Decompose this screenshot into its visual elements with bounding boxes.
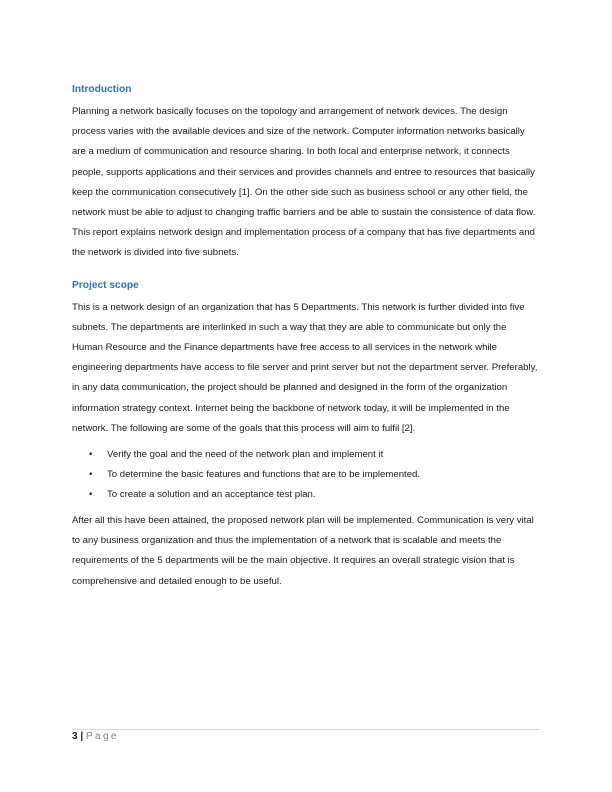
document-page xyxy=(72,80,540,592)
introduction-heading: Introduction xyxy=(72,84,132,95)
goal-text: To create a solution and an acceptance test plan. xyxy=(107,489,316,501)
list-item xyxy=(72,485,540,505)
project-scope-paragraph: This is a network design of an organization that has 5 Departments. This network is further divided into five subnets. The departments are interlinked in such a way that they are able to communicate but only the Human Resource and the Finance departments have free access to all services in the network while engineering departments have access to file server and print server but not the department server. Preferably, in any data communication, the project should be planned and designed in the form of the organization information strategy context. Internet being the backbone of network today, it will be implemented in the network. The following are some of the goals that this process will aim to fulfil [2]. xyxy=(72,301,538,434)
page-number: 3 xyxy=(72,731,78,742)
goals-list xyxy=(72,445,540,505)
introduction-paragraph: Planning a network basically focuses on the topology and arrangement of network devices. The design process varies with the available devices and size of the network. Computer information networks basically are a medium of communication and resource sharing. In both local and enterprise network, it connects people, supports applications and their services and provides channels and entree to resources that basically keep the communication consecutively [1]. On the other side such as business school or any other field, the network must be able to adjust to changing traffic barriers and be able to sustain the consistence of data flow. This report explains network design and implementation process of a company that has five departments and the network is divided into five subnets. xyxy=(72,106,536,259)
goal-text: To determine the basic features and functions that are to be implemented. xyxy=(107,469,421,481)
page-label: Page xyxy=(85,731,119,742)
footer-separator: | xyxy=(80,731,84,742)
goal-text: Verify the goal and the need of the network plan and implement it xyxy=(107,449,384,461)
page-footer xyxy=(72,730,119,744)
footer-divider xyxy=(72,729,540,730)
section-spacer xyxy=(72,264,540,276)
bullet-icon: • xyxy=(89,489,93,501)
list-item xyxy=(72,465,540,485)
closing-paragraph: After all this have been attained, the proposed network plan will be implemented. Communication is very vital to any business organization and thus the implementation of a network that is scalable and meets the requirements of the 5 departments will be the main objective. It requires an overall strategic vision that is comprehensive and detailed enough to be useful. xyxy=(72,515,534,587)
list-item xyxy=(72,445,540,465)
project-scope-heading: Project scope xyxy=(72,279,139,291)
bullet-icon: • xyxy=(89,469,93,481)
bullet-icon: • xyxy=(89,449,93,461)
